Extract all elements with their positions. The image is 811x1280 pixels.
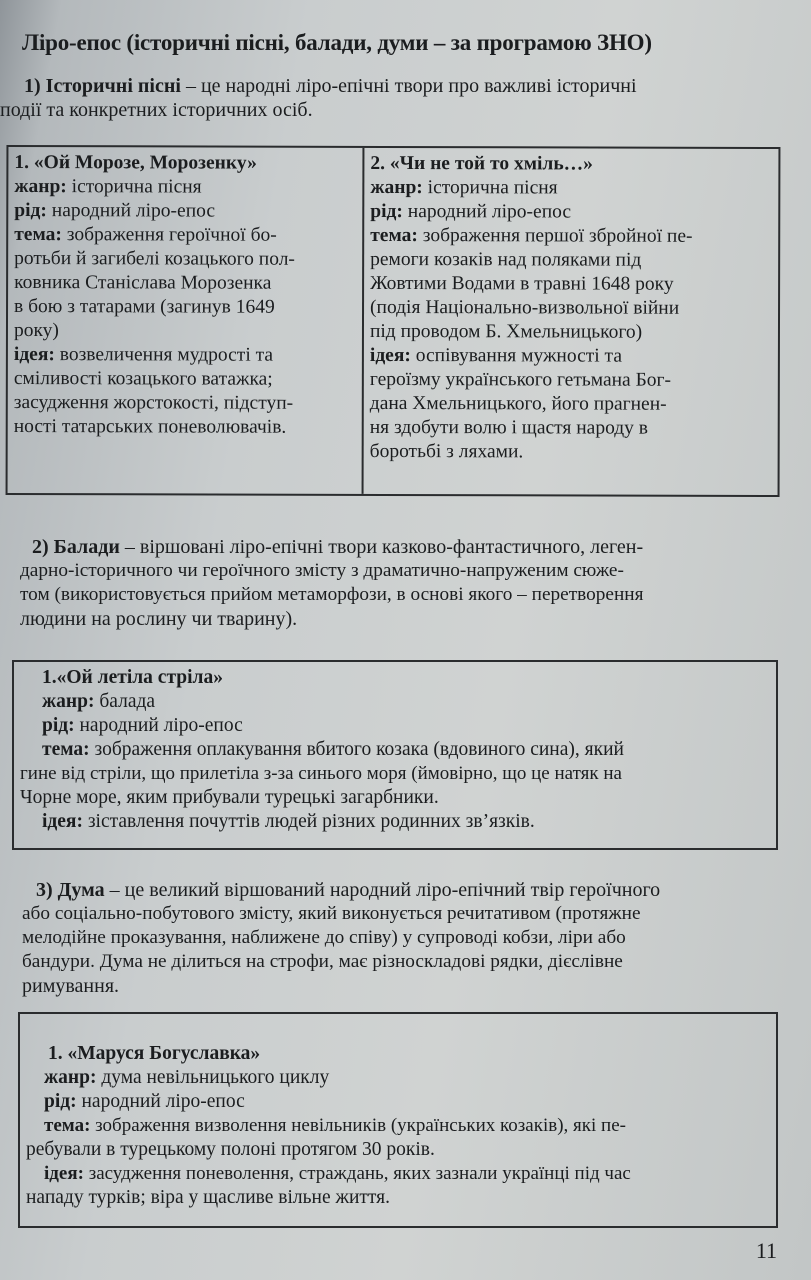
section-label: 2) Балади — [32, 536, 120, 558]
section-ballads — [20, 535, 780, 631]
genre-value: історична пісня — [66, 176, 202, 198]
idea-text: возвеличення мудрості та — [54, 344, 274, 366]
section-label: 1) Історичні пісні — [24, 75, 181, 97]
theme-text: Чорне море, яким прибували турецькі загарбники. — [20, 787, 439, 808]
section-text-line: дарно-історичного чи героїчного змісту з драматично-напруженим сюже- — [20, 560, 624, 581]
genre-value: балада — [94, 691, 156, 712]
kind-value: народний ліро-епос — [402, 201, 572, 223]
section-text-line: події та конкретних історичних осіб. — [0, 99, 313, 121]
work-title: 2. «Чи не той то хміль…» — [370, 152, 593, 175]
page-title: Ліро-епос (історичні пісні, балади, думи – за програмою ЗНО) — [22, 30, 652, 55]
idea-text: дана Хмельницького, його прагнен- — [369, 392, 667, 415]
duma-content — [26, 1042, 772, 1210]
idea-text: оспівування мужності та — [410, 345, 623, 367]
section-text: – це народні ліро-епічні твори про важливі історичні — [180, 75, 637, 97]
idea-text: сміливості козацького ватажка; — [13, 368, 273, 390]
table-cell-right — [364, 148, 779, 495]
theme-text: зображення оплакування вбитого козака (вдовиного сина), який — [89, 739, 624, 760]
work-title: 1. «Ой Морозе, Морозенку» — [14, 152, 257, 174]
kind-value: народний ліро-епос — [76, 1091, 245, 1112]
kind-key: рід: — [14, 200, 47, 222]
theme-text: ротьби й загибелі козацького пол- — [14, 248, 295, 270]
historical-songs-table — [6, 145, 781, 497]
section-text-line: людини на рослину чи тварину). — [20, 608, 298, 630]
kind-value: народний ліро-епос — [46, 200, 216, 222]
genre-value: історична пісня — [422, 177, 558, 199]
genre-value: дума невільницького циклу — [96, 1067, 330, 1088]
work-title: 1. «Маруся Богуславка» — [48, 1043, 261, 1064]
idea-key: ідея: — [369, 344, 411, 367]
theme-key: тема: — [370, 224, 418, 247]
theme-text: зображення першої збройної пе- — [417, 225, 693, 247]
section-text: – віршовані ліро-епічні твори казково-фантастичного, леген- — [119, 536, 644, 558]
kind-key: рід: — [44, 1091, 77, 1112]
idea-text: засудження жорстокості, підступ- — [13, 392, 294, 414]
idea-text: нападу турків; віра у щасливе вільне життя. — [26, 1187, 391, 1208]
genre-key: жанр: — [44, 1067, 97, 1088]
idea-text: героїзму українського гетьмана Бог- — [369, 368, 672, 391]
section-text-line: римування. — [22, 975, 120, 997]
theme-text: року) — [13, 320, 59, 342]
ballad-box — [12, 660, 778, 850]
idea-text: зіставлення почуттів людей різних родинних зв’язків. — [82, 811, 535, 832]
theme-text: під проводом Б. Хмельницького) — [369, 320, 643, 343]
idea-text: боротьбі з ляхами. — [369, 440, 524, 463]
genre-key: жанр: — [42, 691, 95, 712]
theme-text: Жовтими Водами в травні 1648 року — [370, 272, 674, 295]
theme-key: тема: — [14, 224, 62, 246]
idea-text: ня здобути волю і щастя народу в — [369, 416, 649, 439]
theme-text: ребували в турецькому полоні протягом 30 років. — [26, 1139, 435, 1160]
section-dumas — [22, 878, 780, 998]
idea-key: ідея: — [44, 1163, 84, 1184]
section-label: 3) Дума — [36, 879, 105, 901]
theme-text: (подія Національно-визвольної війни — [370, 296, 680, 319]
section-text-line: бандури. Дума не ділиться на строфи, має різноскладові рядки, дієслівне — [22, 951, 623, 972]
idea-text: засудження поневолення, страждань, яких зазнали українці під час — [83, 1163, 631, 1184]
theme-text: ковника Станіслава Морозенка — [14, 272, 272, 294]
theme-key: тема: — [44, 1115, 91, 1136]
theme-text: зображення героїчної бо- — [61, 224, 277, 246]
kind-key: рід: — [370, 200, 403, 223]
section-historical-songs — [0, 74, 784, 122]
theme-key: тема: — [42, 739, 90, 760]
section-text-line: або соціально-побутового змісту, який виконується речитативом (протяжне — [22, 903, 641, 924]
kind-value: народний ліро-епос — [74, 715, 243, 736]
theme-text: зображення визволення невільників (українських козаків), які пе- — [90, 1115, 626, 1136]
page-number: 11 — [755, 1238, 777, 1263]
theme-text: гине від стріли, що прилетіла з-за синього моря (ймовірно, що це натяк на — [20, 763, 622, 784]
theme-text: в бою з татарами (загинув 1649 — [14, 296, 275, 318]
kind-key: рід: — [42, 715, 75, 736]
idea-key: ідея: — [42, 811, 83, 832]
idea-key: ідея: — [13, 344, 55, 366]
section-text-line: мелодійне проказування, наближене до співу) у супроводі кобзи, ліри або — [22, 927, 626, 948]
section-text-line: том (використовується прийом метаморфози, в основі якого – перетворення — [20, 584, 644, 605]
table-cell-left — [8, 147, 365, 494]
genre-key: жанр: — [370, 176, 423, 199]
theme-text: ремоги козаків над поляками під — [370, 248, 642, 271]
work-title: 1.«Ой летіла стріла» — [42, 667, 223, 688]
section-text: – це великий віршований народний ліро-епічний твір героїчного — [104, 879, 661, 901]
ballad-content — [20, 666, 772, 834]
duma-box — [18, 1012, 778, 1228]
genre-key: жанр: — [14, 176, 67, 198]
idea-text: ності татарських поневолювачів. — [13, 416, 287, 438]
